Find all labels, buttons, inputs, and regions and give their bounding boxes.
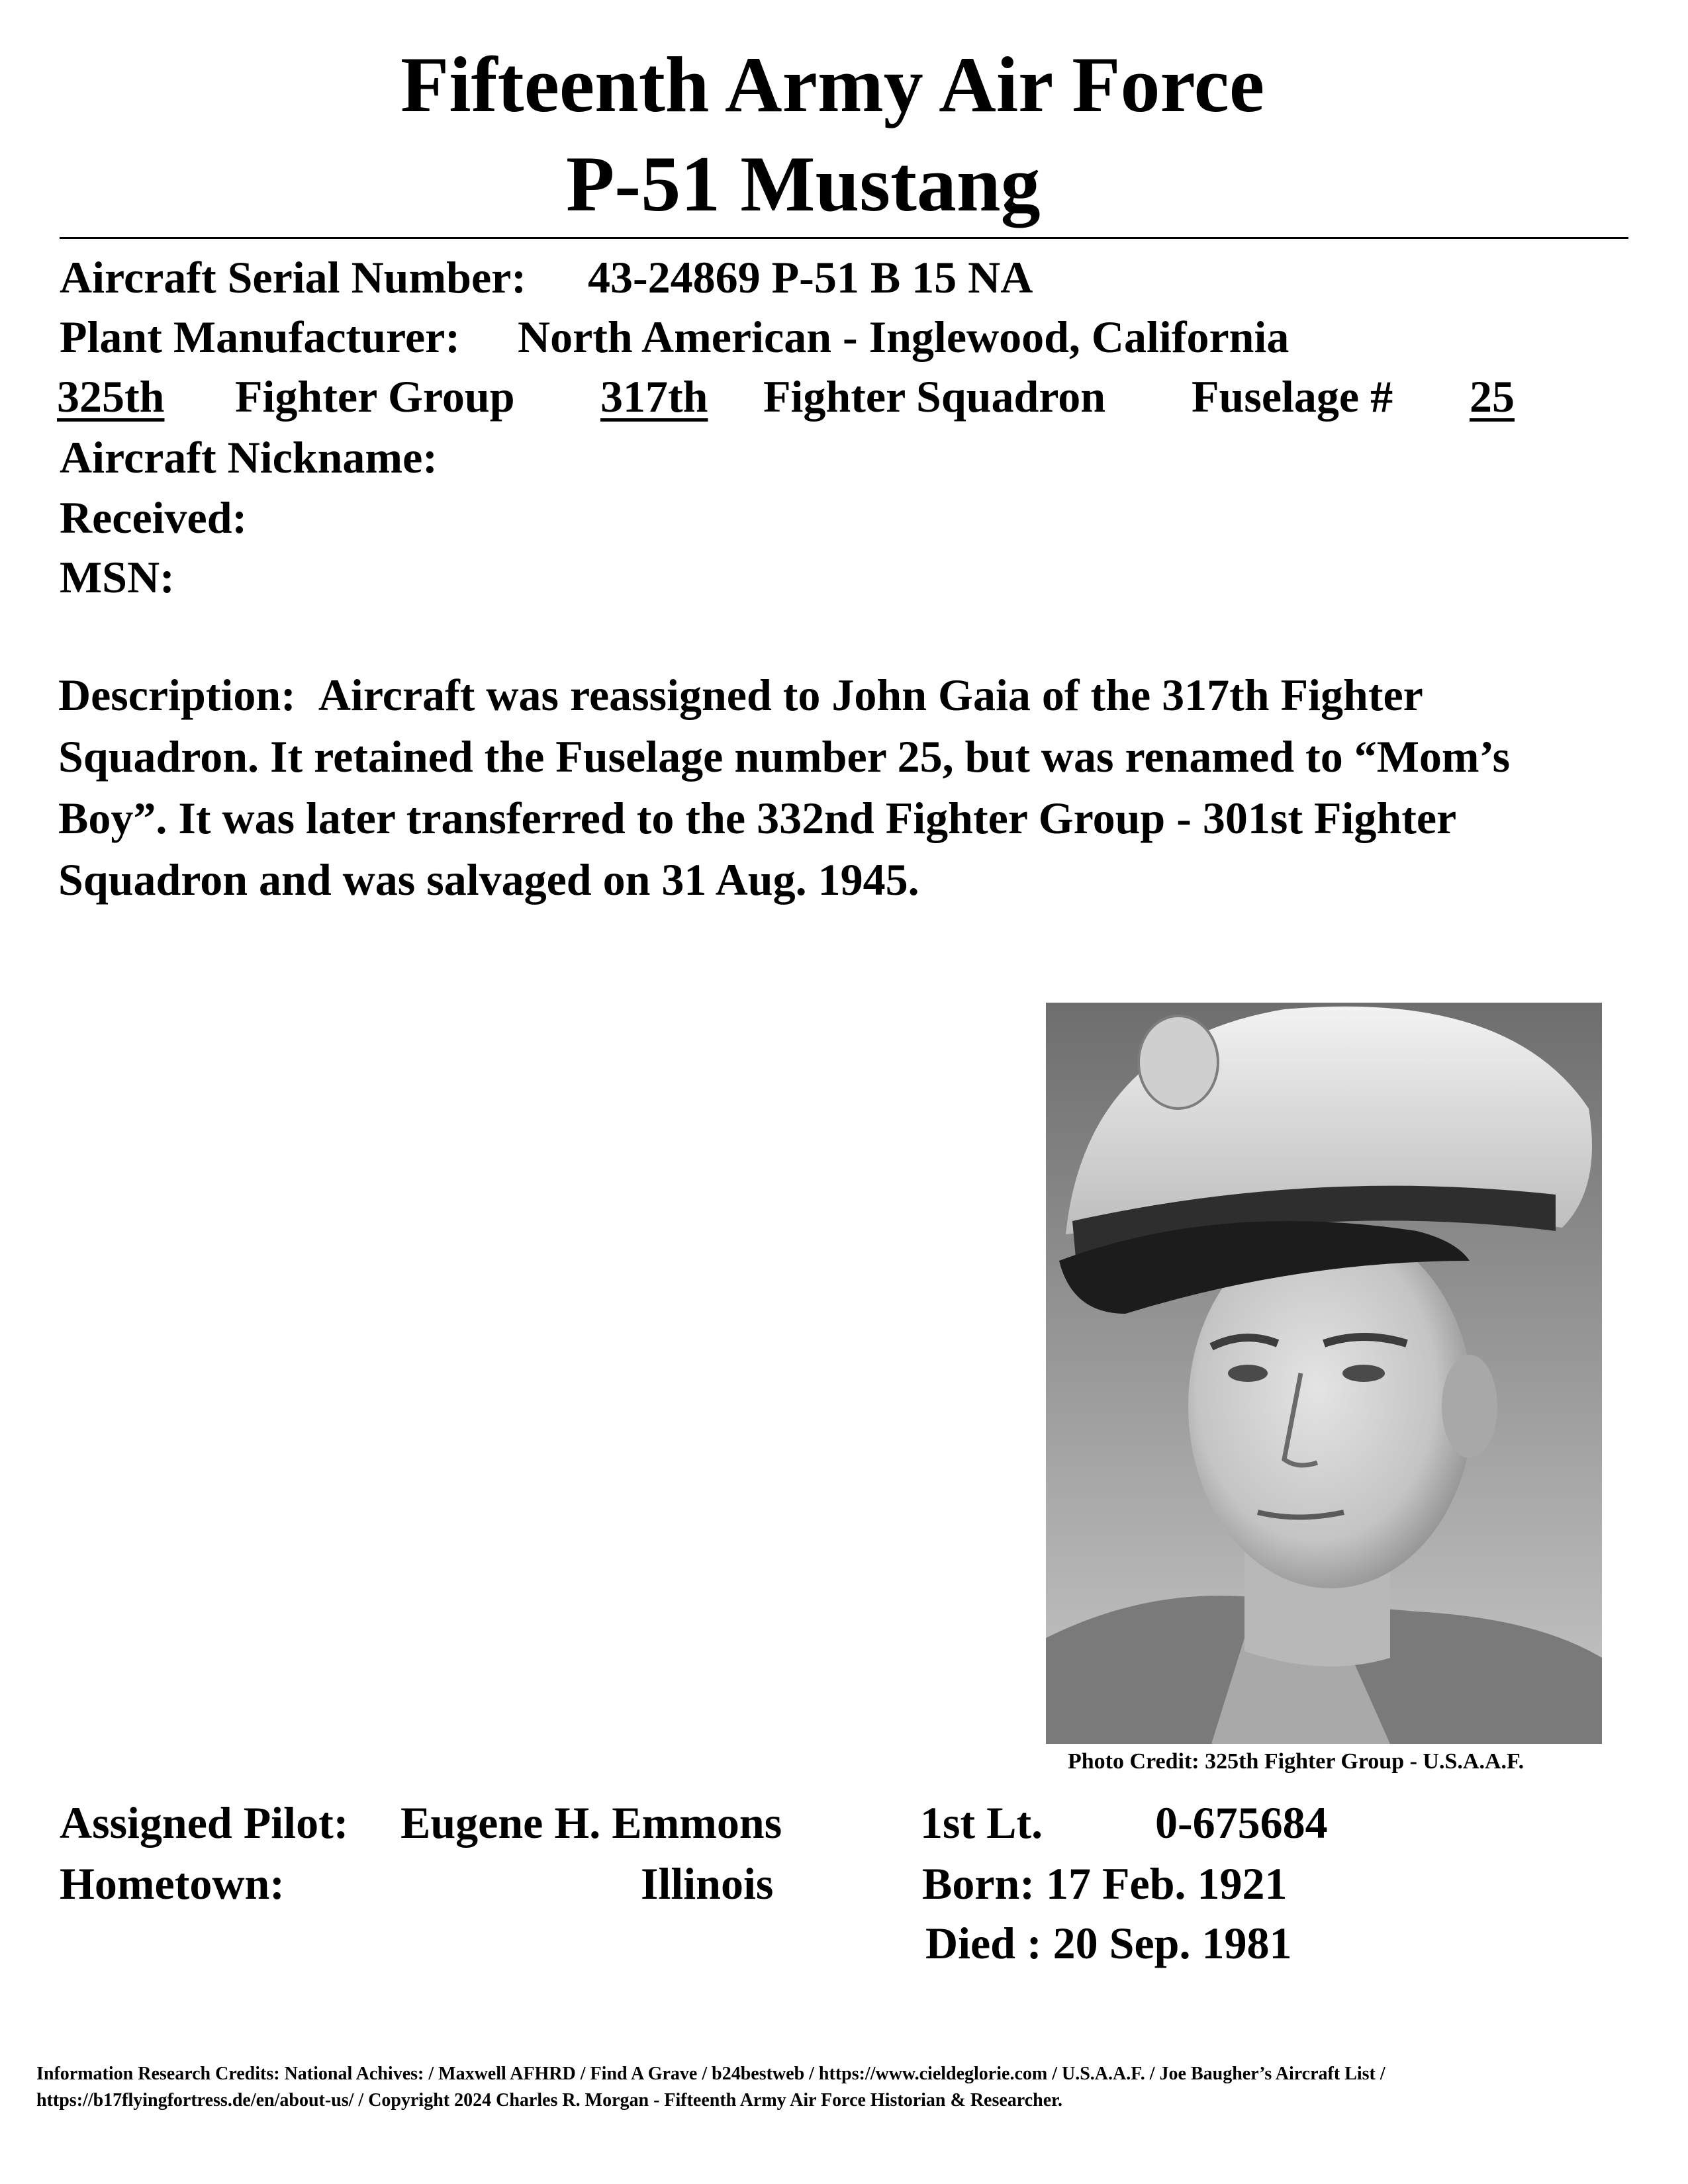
pilot-rank: 1st Lt. xyxy=(920,1797,1043,1848)
squadron-number: 317th xyxy=(600,371,708,422)
header-divider xyxy=(60,237,1628,239)
page-title: Fifteenth Army Air Force xyxy=(400,40,1265,128)
description-label: Description: xyxy=(58,670,296,720)
serial-value: 43-24869 P-51 B 15 NA xyxy=(588,252,1033,302)
hometown-value: Illinois xyxy=(641,1858,774,1909)
pilot-died: Died : 20 Sep. 1981 xyxy=(925,1918,1292,1968)
group-label: Fighter Group xyxy=(235,371,515,422)
squadron-label: Fighter Squadron xyxy=(763,371,1106,422)
pilot-portrait-photo xyxy=(1046,1003,1602,1744)
pilot-service-number: 0-675684 xyxy=(1155,1797,1328,1848)
group-number: 325th xyxy=(57,371,165,422)
manufacturer-label: Plant Manufacturer: xyxy=(60,312,460,362)
photo-credit: Photo Credit: 325th Fighter Group - U.S.A.A.F. xyxy=(1068,1749,1524,1774)
pilot-label: Assigned Pilot: xyxy=(60,1797,349,1848)
msn-label: MSN: xyxy=(60,552,175,602)
pilot-name: Eugene H. Emmons xyxy=(400,1797,782,1848)
pilot-born: Born: 17 Feb. 1921 xyxy=(922,1858,1288,1909)
serial-label: Aircraft Serial Number: xyxy=(60,252,526,302)
fuselage-number: 25 xyxy=(1470,371,1515,422)
page-subtitle: P-51 Mustang xyxy=(566,140,1041,228)
nickname-label: Aircraft Nickname: xyxy=(60,432,438,482)
fuselage-label: Fuselage # xyxy=(1192,371,1393,422)
manufacturer-value: North American - Inglewood, California xyxy=(518,312,1289,362)
footer-credits-line1: Information Research Credits: National Achives: / Maxwell AFHRD / Find A Grave / b24bestweb / https://www.cieldeglorie.com / U.S.A.A.F. / Joe Baugher’s Aircraft List / xyxy=(36,2064,1385,2084)
received-label: Received: xyxy=(60,492,248,543)
hometown-label: Hometown: xyxy=(60,1858,285,1909)
description-text: Aircraft was reassigned to John Gaia of the 317th Fighter Squadron. It retained the Fuselage number 25, but was renamed to “Mom’s Boy”. It was later transferred to the 332nd Fighter Group - 301st Fighter Squadron and was salvaged on 31 Aug. 1945. xyxy=(58,670,1511,905)
footer-credits-line2: https://b17flyingfortress.de/en/about-us/ / Copyright 2024 Charles R. Morgan - Fifteenth Army Air Force Historian & Researcher. xyxy=(36,2090,1062,2111)
description xyxy=(58,664,1581,911)
